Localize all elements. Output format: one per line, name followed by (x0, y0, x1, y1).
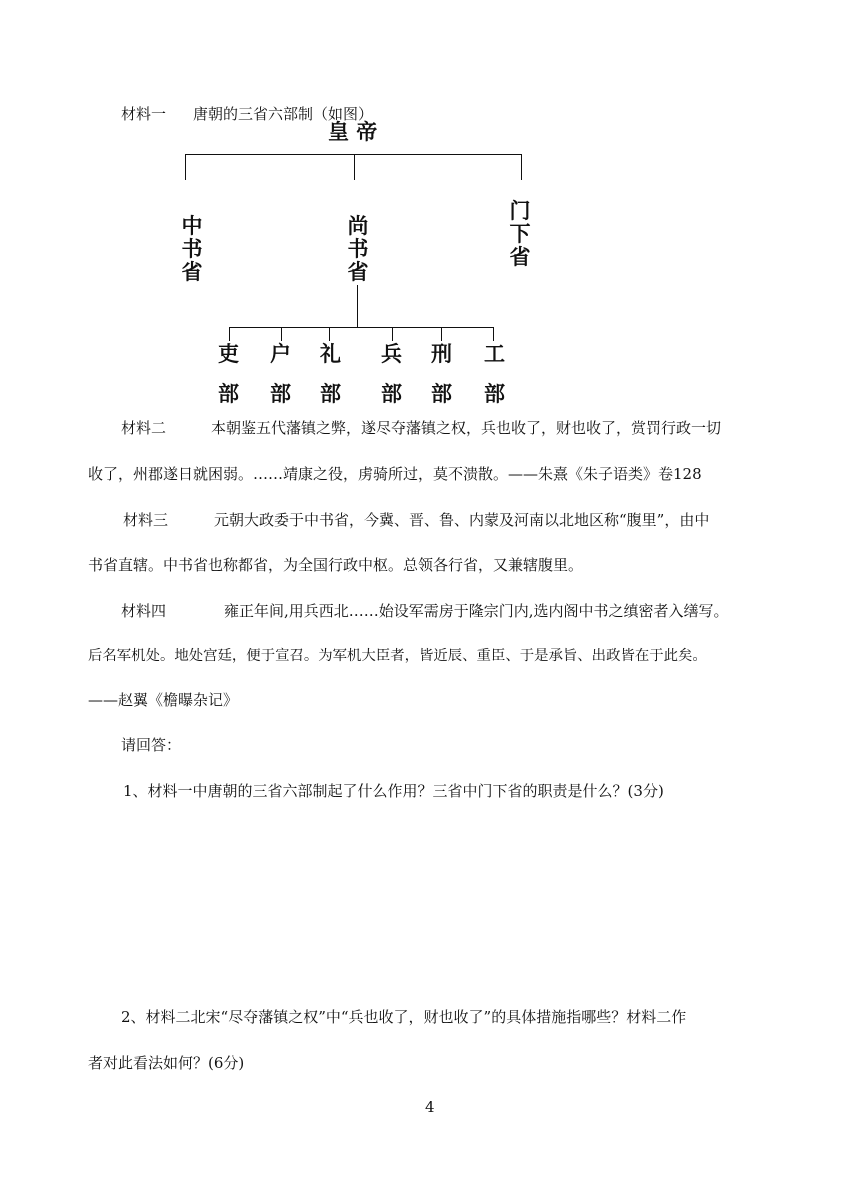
material4-line2: 后名军机处。地处宫廷，便于宣召。为军机大臣者，皆近辰、重臣、于是承旨、出政皆在于此矣。 (88, 648, 707, 664)
material2-label: 材料二 (121, 419, 167, 437)
ministry-bu-suffix: 部 (320, 382, 341, 406)
chart-line (392, 327, 393, 341)
material4-label: 材料四 (121, 602, 167, 620)
ministry-gong-works: 工 (484, 342, 505, 366)
emperor-node: 皇 帝 (328, 120, 378, 144)
ministry-li-personnel: 吏 (218, 342, 239, 366)
ministry-xing-justice: 刑 (431, 342, 452, 366)
material1-caption: 唐朝的三省六部制（如图） (193, 105, 374, 123)
chart-line (329, 327, 330, 341)
menxia-province-node: 门下省 (509, 199, 531, 269)
chart-line (229, 327, 494, 328)
material3-label: 材料三 (123, 511, 169, 529)
zhongshu-province-node: 中书省 (181, 214, 203, 284)
page-number: 4 (425, 1098, 435, 1116)
chart-line (281, 327, 282, 341)
ministry-bu-suffix: 部 (431, 382, 452, 406)
chart-line (521, 154, 522, 180)
ministry-bu-suffix: 部 (270, 382, 291, 406)
question-2-line1: 2、材料二北宋“尽夺藩镇之权”中“兵也收了，财也收了”的具体措施指哪些？材料二作 (121, 1008, 687, 1026)
chart-line (493, 327, 494, 341)
chart-line (357, 285, 358, 328)
material3-line2: 书省直辖。中书省也称都省，为全国行政中枢。总领各行省，又兼辖腹里。 (88, 556, 584, 574)
material3-line1: 元朝大政委于中书省，今冀、晋、鲁、内蒙及河南以北地区称“腹里”，由中 (214, 511, 710, 529)
ministry-bu-suffix: 部 (218, 382, 239, 406)
material2-line2: 收了，州郡遂日就困弱。……靖康之役，虏骑所过，莫不溃散。——朱熹《朱子语类》卷128 (88, 465, 702, 483)
ministry-li-rites: 礼 (320, 342, 341, 366)
ministry-hu-revenue: 户 (270, 342, 291, 366)
shangshu-province-node: 尚书省 (347, 214, 369, 284)
ministry-bu-suffix: 部 (381, 382, 402, 406)
material4-line1: 雍正年间,用兵西北……始设军需房于隆宗门内,选内阁中书之缜密者入缮写。 (224, 602, 729, 620)
ministry-bing-war: 兵 (381, 342, 402, 366)
question-1: 1、材料一中唐朝的三省六部制起了什么作用？三省中门下省的职责是什么？(3分) (123, 782, 664, 800)
question-2-line2: 者对此看法如何？(6分) (88, 1054, 245, 1072)
chart-line (185, 154, 186, 180)
ministry-bu-suffix: 部 (484, 382, 505, 406)
chart-line (354, 154, 355, 180)
material2-line1: 本朝鉴五代藩镇之弊，遂尽夺藩镇之权，兵也收了，财也收了，赏罚行政一切 (211, 419, 722, 437)
material1-label: 材料一 (121, 105, 167, 123)
chart-line (441, 327, 442, 341)
chart-line (229, 327, 230, 341)
material4-citation: ——赵翼《檐曝杂记》 (88, 691, 239, 709)
answer-prompt: 请回答： (121, 736, 182, 754)
